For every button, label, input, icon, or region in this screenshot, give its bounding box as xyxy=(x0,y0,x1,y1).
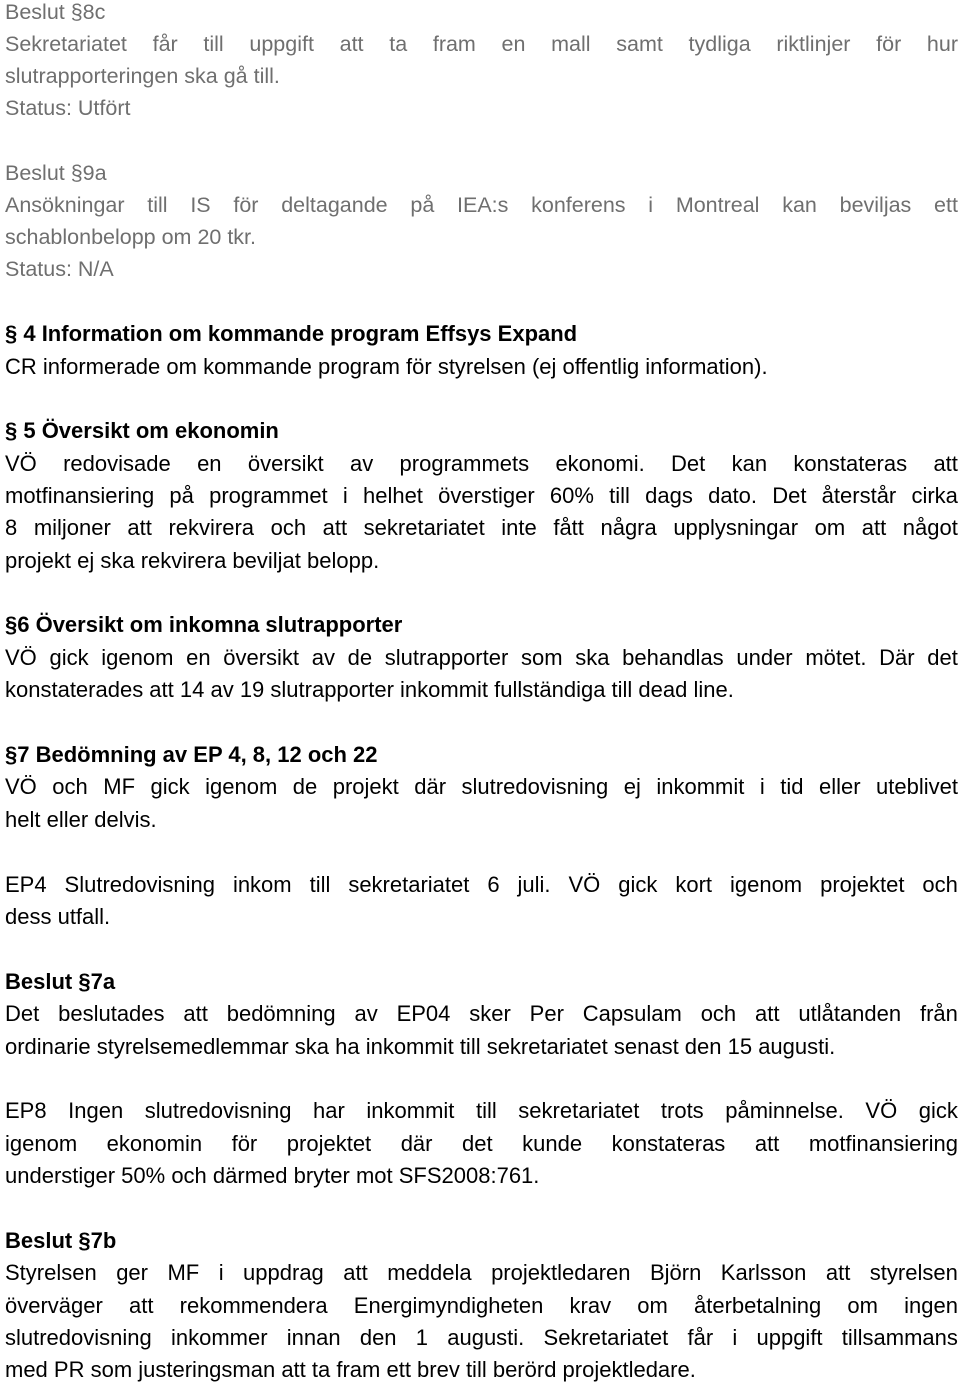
word: något xyxy=(902,515,958,540)
word: i xyxy=(732,1325,738,1350)
word: Energimyndigheten xyxy=(353,1293,544,1318)
word: VÖ xyxy=(568,872,601,897)
justified-line xyxy=(5,642,958,674)
justified-line xyxy=(5,998,958,1030)
word: EP8 xyxy=(5,1098,47,1123)
word: till xyxy=(309,872,331,897)
word: att xyxy=(825,1260,851,1285)
word: 1 xyxy=(415,1325,429,1350)
word: att xyxy=(343,1260,368,1285)
word: behandlas xyxy=(622,645,724,670)
decision-heading: Beslut §9a xyxy=(5,161,107,185)
word: eller xyxy=(818,774,861,799)
paragraph-line: ordinarie styrelsemedlemmar ska ha inkommit till sekretariatet senast den 15 augusti. xyxy=(5,1034,836,1059)
word: överstiger xyxy=(438,483,535,508)
justified-line xyxy=(5,1290,958,1322)
word: gick xyxy=(150,774,190,799)
word: till xyxy=(203,32,224,56)
justified-line xyxy=(5,189,958,221)
word: ingen xyxy=(904,1293,958,1318)
paragraph-line: CR informerade om kommande program för styrelsen (ej offentlig information). xyxy=(5,354,768,379)
section-heading: §7 Bedömning av EP 4, 8, 12 och 22 xyxy=(5,742,378,767)
paragraph-line: slutrapporteringen ska gå till. xyxy=(5,64,280,88)
justified-line xyxy=(5,1128,958,1160)
word: och xyxy=(52,774,88,799)
word: återstår xyxy=(821,483,897,508)
word: uppgift xyxy=(756,1325,823,1350)
word: redovisade xyxy=(63,451,171,476)
word: några xyxy=(600,515,657,540)
word: och xyxy=(700,1001,737,1026)
word: 60% xyxy=(549,483,594,508)
word: sekretariatet xyxy=(348,872,470,897)
word: till xyxy=(475,1098,497,1123)
word: Sekretariatet xyxy=(5,32,127,56)
word: Björn xyxy=(649,1260,702,1285)
word: i xyxy=(342,483,348,508)
word: från xyxy=(919,1001,958,1026)
word: programmets xyxy=(399,451,530,476)
word: som xyxy=(520,645,563,670)
word: programmet xyxy=(209,483,328,508)
word: augusti. xyxy=(447,1325,525,1350)
word: sekretariatet xyxy=(518,1098,640,1123)
word: av xyxy=(349,451,374,476)
word: Där xyxy=(879,645,915,670)
word: slutredovisning xyxy=(144,1098,292,1123)
word: innan xyxy=(286,1325,341,1350)
word: Styrelsen xyxy=(5,1260,97,1285)
decision-heading: Beslut §8c xyxy=(5,0,106,24)
word: en xyxy=(197,451,222,476)
decision-heading: Beslut §7b xyxy=(5,1228,117,1253)
word: av xyxy=(354,1001,378,1026)
word: fram xyxy=(432,32,476,56)
word: ta xyxy=(389,32,408,56)
word: rekommendera xyxy=(179,1293,328,1318)
word: Ingen xyxy=(68,1098,124,1123)
word: Det xyxy=(671,451,706,476)
word: ej xyxy=(623,774,641,799)
word: igenom xyxy=(101,645,174,670)
paragraph-line: helt eller delvis. xyxy=(5,807,157,832)
word: Montreal xyxy=(675,193,760,217)
word: kort xyxy=(675,872,713,897)
word: det xyxy=(927,645,958,670)
word: att xyxy=(755,1001,780,1026)
word: Det xyxy=(5,1001,40,1026)
word: utlåtanden xyxy=(798,1001,902,1026)
word: får xyxy=(152,32,178,56)
word: där xyxy=(414,774,447,799)
word: uppdrag xyxy=(243,1260,324,1285)
word: att xyxy=(933,451,958,476)
word: under xyxy=(736,645,793,670)
word: för xyxy=(876,32,902,56)
word: att xyxy=(129,1293,154,1318)
word: gick xyxy=(618,872,658,897)
word: MF xyxy=(103,774,136,799)
justified-line xyxy=(5,1257,958,1289)
word: helhet xyxy=(362,483,423,508)
justified-line xyxy=(5,512,958,544)
word: juli. xyxy=(517,872,551,897)
word: tid xyxy=(780,774,804,799)
word: upplysningar xyxy=(673,515,799,540)
paragraph-line: dess utfall. xyxy=(5,904,111,929)
justified-line xyxy=(5,1095,958,1127)
word: det xyxy=(462,1131,493,1156)
word: och xyxy=(922,872,958,897)
word: fått xyxy=(553,515,584,540)
word: ett xyxy=(934,193,958,217)
justified-line xyxy=(5,771,958,803)
word: hur xyxy=(926,32,958,56)
justified-line xyxy=(5,448,958,480)
word: i xyxy=(759,774,765,799)
word: styrelsen xyxy=(869,1260,958,1285)
word: och xyxy=(270,515,307,540)
status-line: Status: N/A xyxy=(5,257,114,281)
word: på xyxy=(169,483,194,508)
word: inkom xyxy=(232,872,292,897)
word: Per xyxy=(529,1001,564,1026)
word: de xyxy=(292,774,318,799)
word: till xyxy=(147,193,168,217)
word: inkommer xyxy=(170,1325,268,1350)
word: projekt xyxy=(332,774,399,799)
word: 6 xyxy=(487,872,500,897)
word: påminnelse. xyxy=(725,1098,844,1123)
word: översikt xyxy=(223,645,300,670)
word: en xyxy=(501,32,526,56)
paragraph-line: konstaterades att 14 av 19 slutrapporter inkommit fullständiga till dead line. xyxy=(5,677,734,702)
word: krav xyxy=(569,1293,612,1318)
justified-line xyxy=(5,869,958,901)
word: inkommit xyxy=(656,774,745,799)
word: riktlinjer xyxy=(776,32,851,56)
word: Slutredovisning xyxy=(64,872,215,897)
word: ger xyxy=(116,1260,148,1285)
word: dato. xyxy=(708,483,758,508)
word: beviljas xyxy=(839,193,912,217)
paragraph-line: understiger 50% och därmed bryter mot SFS2008:761. xyxy=(5,1163,540,1188)
word: att xyxy=(754,1131,780,1156)
word: Karlsson xyxy=(720,1260,807,1285)
word: tydliga xyxy=(688,32,751,56)
word: uppgift xyxy=(249,32,314,56)
word: sker xyxy=(469,1001,511,1026)
word: konferens xyxy=(531,193,626,217)
word: slutredovisning xyxy=(461,774,609,799)
word: ekonomi. xyxy=(555,451,645,476)
word: igenom xyxy=(205,774,278,799)
word: bedömning xyxy=(226,1001,336,1026)
word: Ansökningar xyxy=(5,193,125,217)
word: uteblivet xyxy=(876,774,958,799)
word: har xyxy=(313,1098,345,1123)
word: av xyxy=(311,645,335,670)
word: VÖ xyxy=(5,451,37,476)
word: igenom xyxy=(5,1131,78,1156)
word: beslutades xyxy=(58,1001,165,1026)
word: ska xyxy=(575,645,610,670)
word: till xyxy=(609,483,630,508)
word: slutredovisning xyxy=(5,1325,152,1350)
word: överväger xyxy=(5,1293,103,1318)
word: samt xyxy=(616,32,663,56)
status-line: Status: Utfört xyxy=(5,96,131,120)
word: att xyxy=(183,1001,208,1026)
word: för xyxy=(233,193,259,217)
word: att xyxy=(127,515,152,540)
word: tillsammans xyxy=(841,1325,958,1350)
section-heading: § 4 Information om kommande program Effsys Expand xyxy=(5,321,578,346)
justified-line xyxy=(5,1322,958,1354)
word: att xyxy=(322,515,348,540)
word: för xyxy=(231,1131,258,1156)
word: Capsulam xyxy=(582,1001,682,1026)
word: den xyxy=(359,1325,397,1350)
word: Det xyxy=(772,483,807,508)
decision-heading: Beslut §7a xyxy=(5,969,116,994)
word: konstateras xyxy=(611,1131,726,1156)
word: gick xyxy=(918,1098,958,1123)
word: i xyxy=(218,1260,224,1285)
word: återbetalning xyxy=(694,1293,822,1318)
word: IEA:s xyxy=(457,193,509,217)
word: projektet xyxy=(286,1131,372,1156)
word: gick xyxy=(49,645,89,670)
word: VÖ xyxy=(5,645,37,670)
paragraph-line: schablonbelopp om 20 tkr. xyxy=(5,225,256,249)
word: mötet. xyxy=(805,645,867,670)
word: motfinansiering xyxy=(808,1131,958,1156)
section-heading: § 5 Översikt om ekonomin xyxy=(5,418,279,443)
word: meddela xyxy=(387,1260,472,1285)
word: Sekretariatet xyxy=(543,1325,669,1350)
word: MF xyxy=(167,1260,200,1285)
word: om xyxy=(637,1293,668,1318)
word: kan xyxy=(731,451,768,476)
word: de xyxy=(347,645,373,670)
word: sekretariatet xyxy=(363,515,485,540)
section-heading: §6 Översikt om inkomna slutrapporter xyxy=(5,612,403,637)
word: inte xyxy=(501,515,537,540)
word: ekonomin xyxy=(106,1131,203,1156)
word: översikt xyxy=(247,451,324,476)
word: trots xyxy=(660,1098,704,1123)
word: om xyxy=(847,1293,878,1318)
word: rekvirera xyxy=(168,515,255,540)
word: inkommit xyxy=(366,1098,455,1123)
paragraph-line: projekt ej ska rekvirera beviljat belopp. xyxy=(5,548,380,573)
word: projektet xyxy=(820,872,905,897)
word: motfinansiering xyxy=(5,483,155,508)
word: EP04 xyxy=(396,1001,451,1026)
word: på xyxy=(410,193,435,217)
word: projektledaren xyxy=(491,1260,631,1285)
word: IS xyxy=(190,193,211,217)
word: kan xyxy=(782,193,817,217)
word: 8 xyxy=(5,515,18,540)
word: cirka xyxy=(911,483,958,508)
word: dags xyxy=(645,483,693,508)
justified-line xyxy=(5,28,958,60)
word: kunde xyxy=(522,1131,583,1156)
word: att xyxy=(861,515,887,540)
word: en xyxy=(186,645,211,670)
word: miljoner xyxy=(33,515,111,540)
word: där xyxy=(400,1131,433,1156)
word: EP4 xyxy=(5,872,47,897)
word: VÖ xyxy=(5,774,37,799)
word: igenom xyxy=(729,872,803,897)
justified-line xyxy=(5,480,958,512)
word: i xyxy=(648,193,654,217)
word: VÖ xyxy=(865,1098,898,1123)
word: får xyxy=(687,1325,714,1350)
word: om xyxy=(814,515,846,540)
paragraph-line: med PR som justeringsman att ta fram ett brev till berörd projektledare. xyxy=(5,1357,696,1382)
word: mall xyxy=(551,32,591,56)
word: att xyxy=(339,32,364,56)
word: deltagande xyxy=(281,193,388,217)
word: konstateras xyxy=(793,451,908,476)
word: slutrapporter xyxy=(384,645,509,670)
